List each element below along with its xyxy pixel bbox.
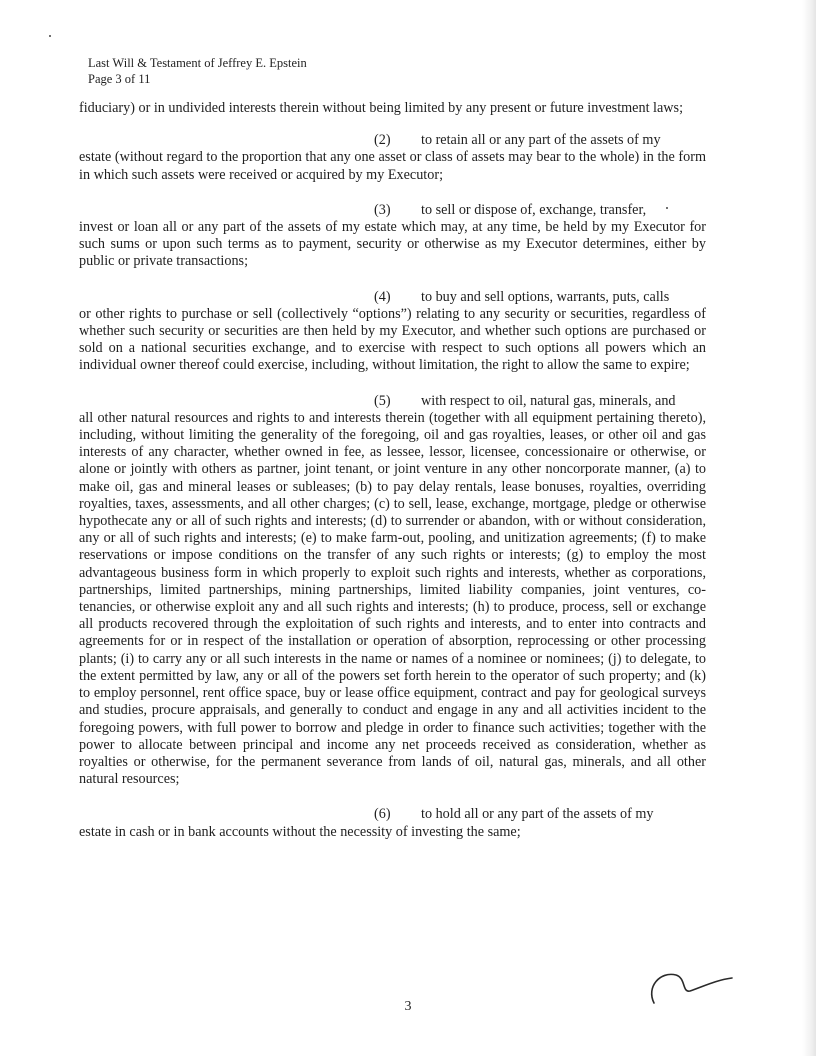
clause-lead-text: to sell or dispose of, exchange, transfer, [421,201,647,218]
clause-first-line [374,393,706,410]
scan-speck [49,35,51,37]
clause-body-text: invest or loan all or any part of the assets of my estate which may, at any time, be held by my Executor for such sums or upon such terms as to payment, security or otherwise as my Executor determines, either by public or private transactions; [79,219,706,270]
clause-number: (5) [374,392,391,409]
clause-number: (2) [374,132,391,149]
continuation-paragraph: fiduciary) or in undivided interests therein without being limited by any present or future investment laws; [79,100,684,116]
clause-number: (3) [374,201,391,218]
clause-paragraph [79,806,706,840]
scan-edge-shadow [802,0,816,1056]
clause-paragraph [79,393,706,789]
clause-lead-text: to buy and sell options, warrants, puts, calls [421,288,670,305]
clause-lead-text: with respect to oil, natural gas, minerals, and [421,392,676,409]
clause-lead-text: to retain all or any part of the assets of my [421,132,661,149]
header-title: Last Will & Testament of Jeffrey E. Epstein [88,56,307,70]
clause-body-text: all other natural resources and rights to and interests therein (together with all equipment pertaining thereto), including, without limiting the generality of the foregoing, oil and gas royalties, leases, or other oil and gas interests of any character, whether owned in fee, as lessee, lessor, licensee, concessionaire or otherwise, or alone or jointly with others as partner, joint tenant, or joint venture in any other noncorporate manner, (a) to make oil, gas and mineral leases or subleases; (b) to pay delay rentals, lease bonuses, royalties, overriding royalties, taxes, assessments, and all other charges; (c) to sell, lease, exchange, mortgage, pledge or otherwise hypothecate any or all of such rights and interests; (d) to surrender or abandon, with or without consideration, any or all of such rights and interests; (e) to make farm-out, pooling, and unitization agreements; (f) to make reservations or impose conditions on the transfer of any such rights or interests; (g) to employ the most advantageous business form in which properly to exploit such rights and interests, whether as corporations, partnerships, limited partnerships, mining partnerships, limited liability companies, joint ventures, co-tenancies, or otherwise exploit any and all such rights and interests; (h) to produce, process, sell or exchange all products recovered through the exploitation of such rights and interests, and to enter into contracts and agreements for or in respect of the installation or operation of absorption, reprocessing or other processing plants; (i) to carry any or all such interests in the name or names of a nominee or nominees; (j) to delegate, to the extent permitted by law, any or all of the powers set forth herein to the operator of such property; and (k) to employ personnel, rent office space, buy or lease office equipment, contract and pay for geological surveys and studies, procure appraisals, and generally to conduct and engage in any and all activities incident to the foregoing powers, with full power to borrow and pledge in order to finance such activities; together with the power to allocate between principal and income any net proceeds received as consideration, whether as royalties or otherwise, for the permanent severance from lands of oil, natural gas, minerals, and all other natural resources; [79,409,706,788]
clause-first-line [374,132,706,149]
clause-paragraph [79,202,706,271]
clause-first-line [374,289,706,306]
clause-number: (4) [374,288,391,305]
clause-paragraph [79,289,706,375]
handwritten-initials-icon [640,963,740,1011]
header-page-count: Page 3 of 11 [88,72,151,86]
document-body [79,100,706,859]
clause-lead-text: to hold all or any part of the assets of my [421,806,654,823]
page-header [88,55,307,87]
clause-first-line [374,202,706,219]
clause-body-text: or other rights to purchase or sell (collectively “options”) relating to any security or securities, regardless of whether such security or securities are then held by my Executor, and whether such options are purchased or sold on a national securities exchange, and to exercise with respect to such options all powers which an individual owner thereof could exercise, including, without limitation, the right to allow the same to expire; [79,305,706,374]
clause-first-line [374,806,706,823]
page-number: 3 [404,999,412,1014]
clause-body-text: estate in cash or in bank accounts without the necessity of investing the same; [79,823,521,840]
clause-paragraph [79,132,706,184]
clause-number: (6) [374,806,391,823]
clause-body-text: estate (without regard to the proportion that any one asset or class of assets may bear to the whole) in the form in which such assets were received or acquired by my Executor; [79,149,706,183]
